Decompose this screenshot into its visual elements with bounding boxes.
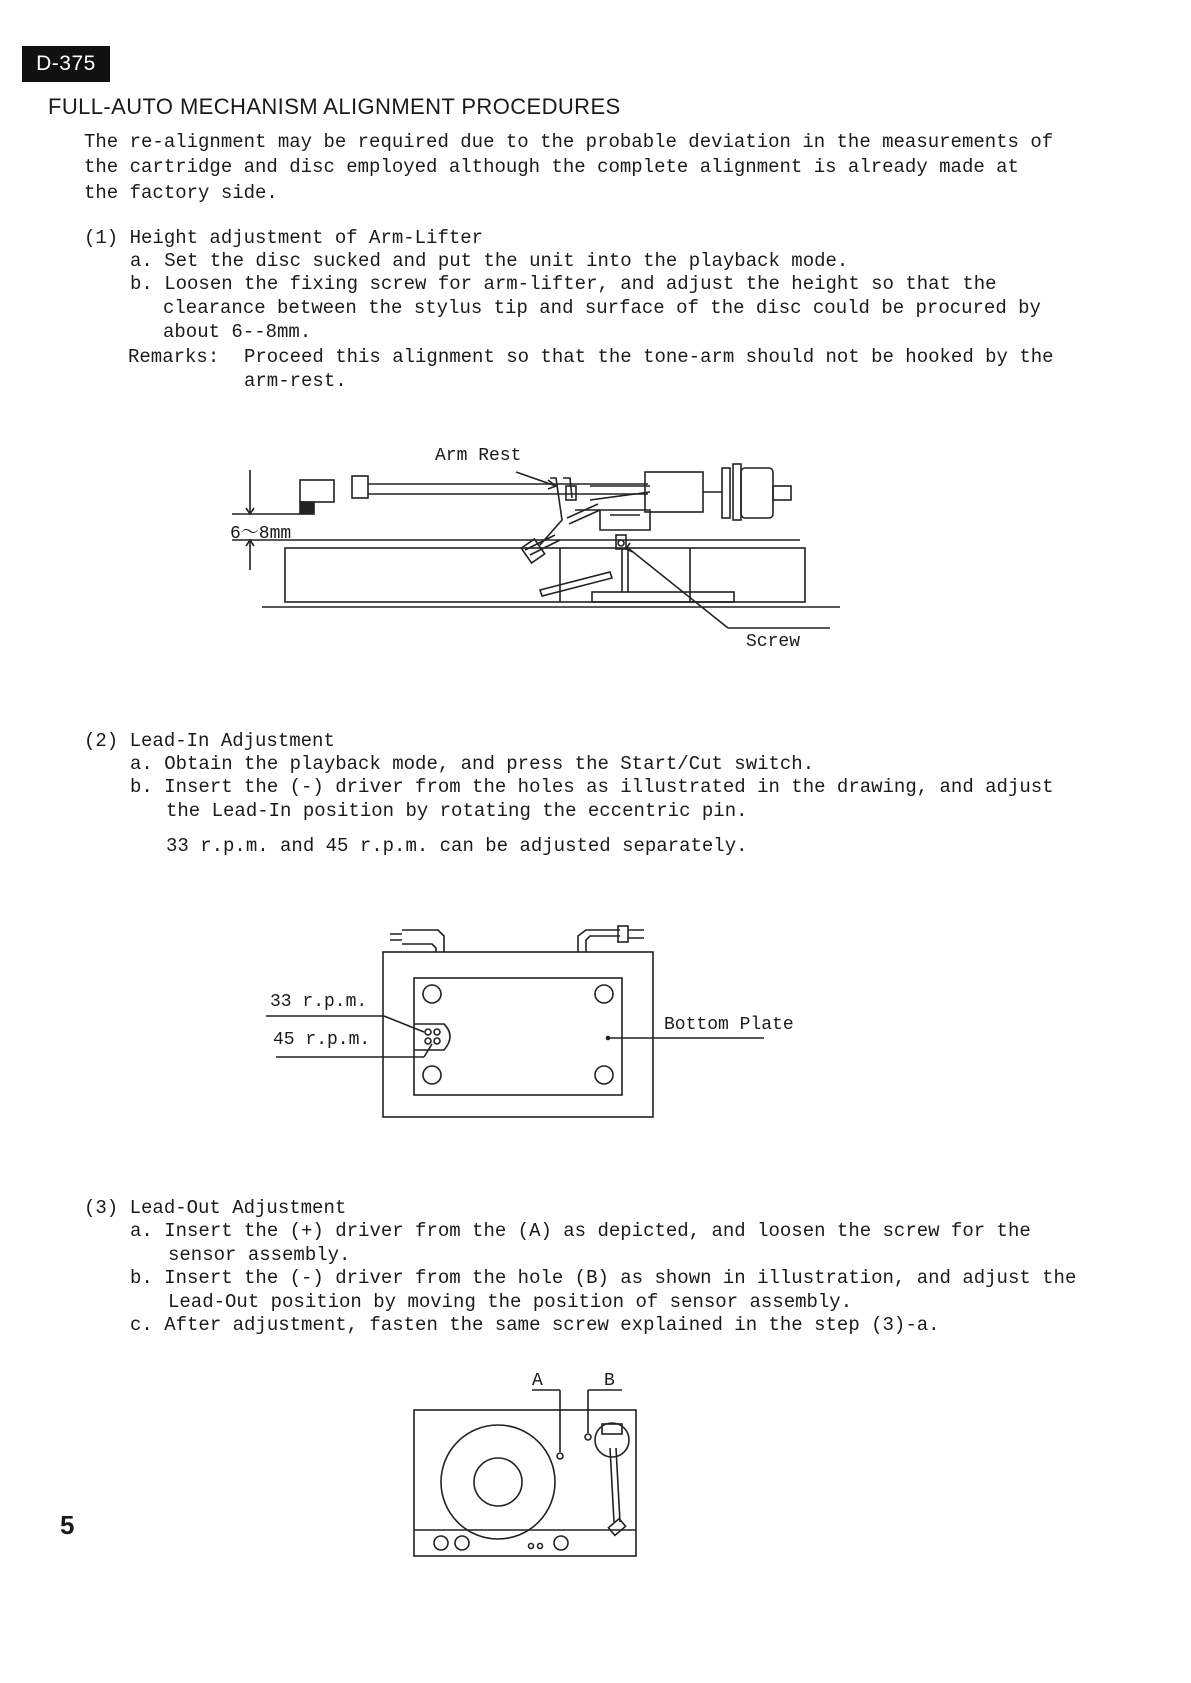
section2-step-b-1: b. Insert the (-) driver from the holes as illustrated in the drawing, and adjust	[130, 776, 1054, 798]
section1-step-b-1: b. Loosen the fixing screw for arm-lifter, and adjust the height so that the	[130, 273, 997, 295]
section1-step-b-2: clearance between the stylus tip and surface of the disc could be procured by	[163, 297, 1041, 319]
model-badge: D-375	[22, 46, 110, 82]
section1-step-a: a. Set the disc sucked and put the unit into the playback mode.	[130, 250, 849, 272]
section3-heading: (3) Lead-Out Adjustment	[84, 1197, 347, 1219]
section3-step-b-2: Lead-Out position by moving the position of sensor assembly.	[168, 1291, 853, 1313]
section2-step-a: a. Obtain the playback mode, and press the Start/Cut switch.	[130, 753, 815, 775]
remarks-label: Remarks:	[128, 346, 220, 368]
label-a: A	[532, 1371, 543, 1391]
section1-step-b-3: about 6--8mm.	[163, 321, 312, 343]
label-arm-rest: Arm Rest	[435, 446, 522, 466]
section2-heading: (2) Lead-In Adjustment	[84, 730, 335, 752]
section3-step-c: c. After adjustment, fasten the same screw explained in the step (3)-a.	[130, 1314, 940, 1336]
label-screw: Screw	[746, 632, 801, 652]
label-33-rpm: 33 r.p.m.	[270, 992, 368, 1012]
label-height-range: 6～8mm	[230, 524, 292, 544]
page-number: 5	[60, 1510, 75, 1540]
intro-line-3: the factory side.	[84, 182, 278, 204]
section1-heading: (1) Height adjustment of Arm-Lifter	[84, 227, 484, 249]
section2-note: 33 r.p.m. and 45 r.p.m. can be adjusted separately.	[166, 835, 748, 857]
label-bottom-plate: Bottom Plate	[664, 1015, 794, 1035]
section2-step-b-2: the Lead-In position by rotating the eccentric pin.	[166, 800, 748, 822]
intro-line-1: The re-alignment may be required due to the probable deviation in the measurements of	[84, 131, 1054, 153]
page-title: FULL-AUTO MECHANISM ALIGNMENT PROCEDURES	[48, 94, 621, 119]
intro-line-2: the cartridge and disc employed although the complete alignment is already made at	[84, 156, 1019, 178]
remarks-line-2: arm-rest.	[244, 370, 347, 392]
label-b: B	[604, 1371, 615, 1391]
section3-step-a-1: a. Insert the (+) driver from the (A) as depicted, and loosen the screw for the	[130, 1220, 1031, 1242]
label-45-rpm: 45 r.p.m.	[273, 1030, 371, 1050]
section3-step-a-2: sensor assembly.	[168, 1244, 351, 1266]
remarks-line-1: Proceed this alignment so that the tone-arm should not be hooked by the	[244, 346, 1054, 368]
section3-step-b-1: b. Insert the (-) driver from the hole (B) as shown in illustration, and adjust the	[130, 1267, 1077, 1289]
